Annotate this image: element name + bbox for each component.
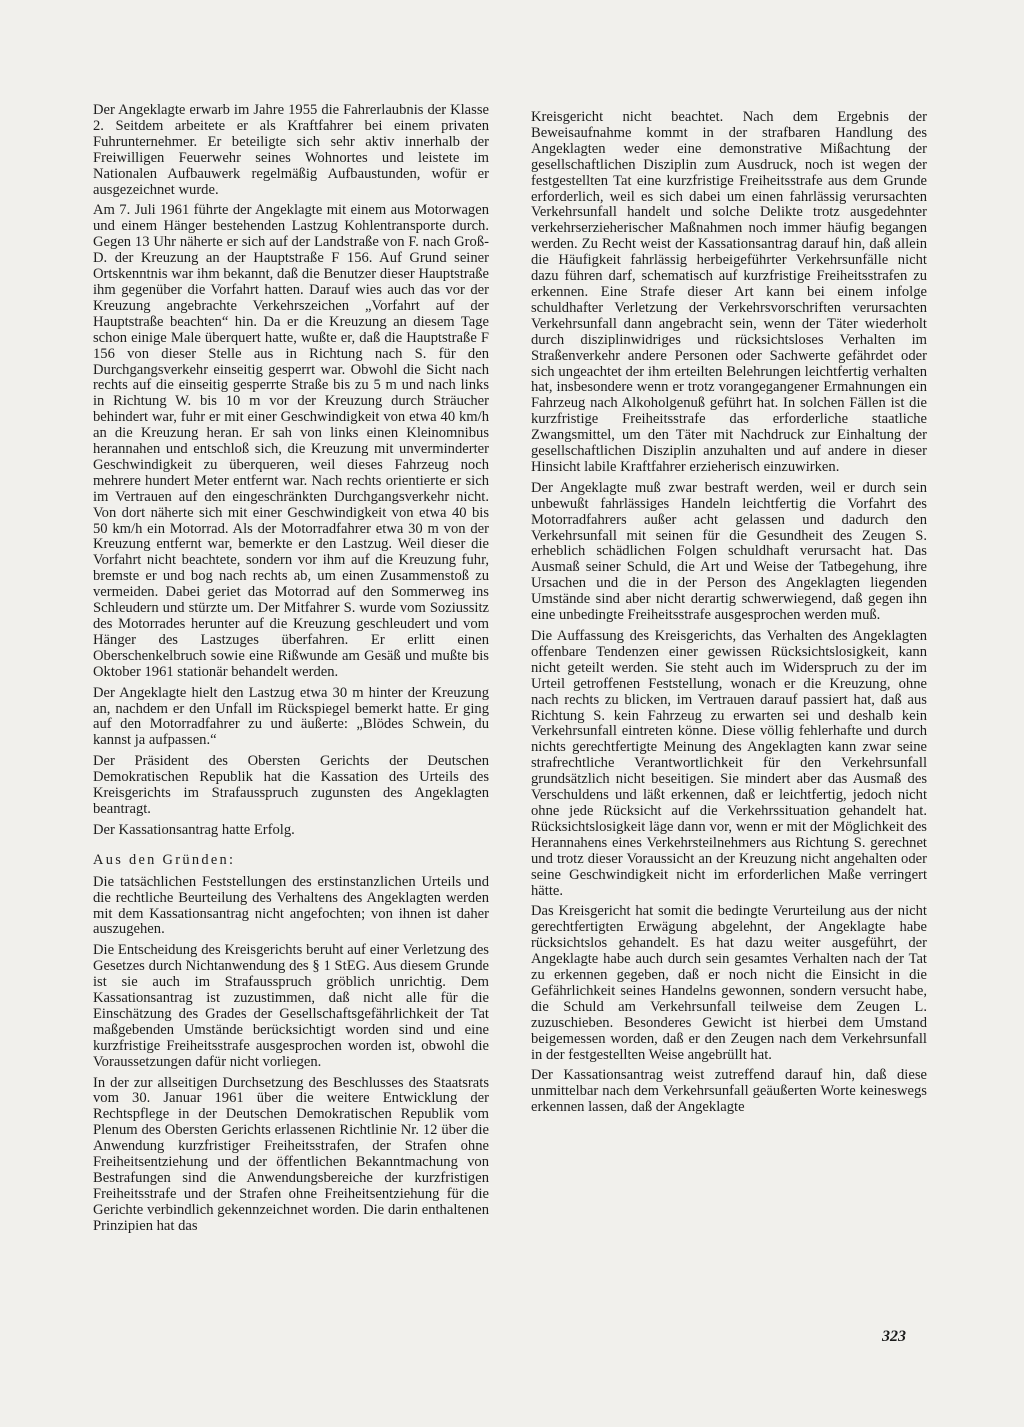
paragraph: Kreisgericht nicht beachtet. Nach dem Ergebnis der Beweisaufnahme kommt in der strafbaren Handlung des Angeklagten weder eine demonstrative Mißachtung der gesellschaftlichen Disziplin zum Ausdruck, noch ist wegen der festgestellten Tat eine kurzfristige Freiheitsstrafe aus dem Grunde erforderlich, weil es sich dabei um einen fahrlässig verursachten Verkehrsunfall handelt und solche Delikte trotz ausgedehnter verkehrserzieherischer Maßnahmen noch immer häufig begangen werden. Zu Recht weist der Kassationsantrag darauf hin, daß allein die Häufigkeit fahrlässig herbeigeführter Verkehrsunfälle nicht dazu führen darf, schematisch auf kurzfristige Freiheitsstrafen zu erkennen. Eine Strafe dieser Art kann bei einem infolge schuldhafter Verletzung der Verkehrsvorschriften verursachten Verkehrsunfall dann angebracht sein, wenn der Täter wiederholt durch disziplinwidriges und rücksichtsloses Verhalten im Straßenverkehr andere Personen oder Sachwerte gefährdet oder sich ungeachtet der ihm erteilten Belehrungen leichtfertig verhalten hat, insbesondere wenn er trotz vorangegangener Ermahnungen ein Fahrzeug nach Alkoholgenuß geführt hat. In solchen Fällen ist die kurzfristige Freiheitsstrafe das erforderliche staatliche Zwangsmittel, um den Täter mit Nachdruck zur Einhaltung der gesellschaftlichen Disziplin anzuhalten und auf andere in dieser Hinsicht labile Kraftfahrer erzieherisch einzuwirken. (531, 109, 927, 475)
paragraph: Der Angeklagte muß zwar bestraft werden, weil er durch sein unbewußt fahrlässiges Handeln leichtfertig die Vorfahrt des Motorradfahrers außer acht gelassen und dadurch den Verkehrsunfall mit seinen für die Gesundheit des Zeugen S. erheblich schädlichen Folgen schuldhaft verursacht hat. Das Ausmaß seiner Schuld, die Art und Weise der Tatbegehung, ihre Ursachen und die in der Person des Angeklagten liegenden Umstände sind aber nicht derartig schwerwiegend, daß gegen ihn eine unbedingte Freiheitsstrafe ausgesprochen werden muß. (531, 479, 927, 624)
right-column (531, 110, 927, 1121)
paragraph: Der Präsident des Obersten Gerichts der Deutschen Demokratischen Republik hat die Kassation des Urteils des Kreisgerichts im Strafausspruch zugunsten des Angeklagten beantragt. (93, 753, 489, 817)
paragraph: Das Kreisgericht hat somit die bedingte Verurteilung aus der nicht gerechtfertigten Erwägung abgelehnt, der Angeklagte habe rücksichtslos gehandelt. Es hat dazu weiter ausgeführt, der Angeklagte habe auch durch sein gesamtes Verhalten nach der Tat zu erkennen gegeben, daß er noch nicht die Einsicht in die Gefährlichkeit seines Handelns gewonnen, sondern versucht habe, die Schuld am Verkehrsunfall teilweise dem Zeugen L. zuzuschieben. Besonderes Gewicht ist hierbei dem Umstand beigemessen worden, daß er den Zeugen nach dem Verkehrsunfall in der festgestellten Weise angebrüllt hat. (531, 903, 927, 1063)
section-heading: Aus den Gründen: (93, 851, 236, 868)
paragraph: Die Auffassung des Kreisgerichts, das Verhalten des Angeklagten offenbare Tendenzen einer gewissen Rücksichtslosigkeit, kann nicht geteilt werden. Sie steht auch im Widerspruch zu der im Urteil getroffenen Feststellung, wonach er die Kreuzung, ohne nach rechts zu blicken, im Vertrauen darauf passiert hat, daß aus Richtung S. kein Fahrzeug zu erwarten sei und deshalb kein Verkehrsunfall eintreten könne. Diese völlig fehlerhafte und durch nichts gerechtfertigte Meinung des Angeklagten kann zwar seine strafrechtliche Verantwortlichkeit für den Verkehrsunfall grundsätzlich nicht beseitigen. Sie mindert aber das Ausmaß des Verschuldens und läßt erkennen, daß er leichtfertig, jedoch nicht ohne jede Rücksicht auf die Verkehrssituation gehandelt hat. Rücksichtslosigkeit läge dann vor, wenn er mit der Möglichkeit des Herannahens eines Verkehrsteilnehmers aus Richtung S. gerechnet und trotz dieser Voraussicht an der Kreuzung nicht angehalten oder seine Geschwindigkeit nicht im erforderlichen Maße verringert hätte. (531, 628, 927, 899)
paragraph: Die Entscheidung des Kreisgerichts beruht auf einer Verletzung des Gesetzes durch Nichtanwendung des § 1 StEG. Aus diesem Grunde ist sie auch im Strafausspruch gröblich unrichtig. Dem Kassationsantrag ist zuzustimmen, daß nicht alle für die Einschätzung des Grades der Gesellschaftsgefährlichkeit der Tat maßgebenden Umstände berücksichtigt worden sind und eine kurzfristige Freiheitsstrafe ausgesprochen worden ist, obwohl die Voraussetzungen dafür nicht vorliegen. (93, 942, 489, 1070)
paragraph: Die tatsächlichen Feststellungen des erstinstanzlichen Urteils und die rechtliche Beurteilung des Verhaltens des Angeklagten werden mit dem Kassationsantrag nicht angefochten; von ihnen ist daher auszugehen. (93, 873, 489, 938)
paragraph: Der Kassationsantrag weist zutreffend darauf hin, daß diese unmittelbar nach dem Verkehrsunfall geäußerten Worte keineswegs erkennen lassen, daß der Angeklagte (531, 1067, 927, 1116)
left-column (93, 103, 489, 1240)
page-number: 323 (882, 1328, 906, 1345)
paragraph: Am 7. Juli 1961 führte der Angeklagte mit einem aus Motorwagen und einem Hänger bestehenden Lastzug Kohlentransporte durch. Gegen 13 Uhr näherte er sich auf der Landstraße von F. nach Groß-D. der Kreuzung an der Hauptstraße F 156. Auf Grund seiner Ortskenntnis war ihm bekannt, daß die Benutzer dieser Hauptstraße ihm gegenüber die Vorfahrt hatten. Darauf wies auch das vor der Kreuzung angebrachte Verkehrszeichen „Vorfahrt auf der Hauptstraße beachten“ hin. Da er die Kreuzung an diesem Tage schon einige Male überquert hatte, wußte er, daß die Hauptstraße F 156 von dieser Stelle aus in Richtung nach S. für den Durchgangsverkehr einseitig gesperrt war. Obwohl die Sicht nach rechts auf die einseitig gesperrte Straße bis zu 5 m und nach links in Richtung W. bis 10 m vor der Kreuzung durch Sträucher behindert war, fuhr er mit einer Geschwindigkeit von etwa 40 km/h an die Kreuzung heran. Er sah von links einen Kleinomnibus herannahen und entschloß sich, die Kreuzung mit unverminderter Geschwindigkeit zu überqueren, weil dieses Fahrzeug noch mehrere hundert Meter entfernt war. Nach rechts orientierte er sich im Vertrauen auf den eingeschränkten Durchgangsverkehr nicht. Von dort näherte sich mit einer Geschwindigkeit von etwa 40 bis 50 km/h ein Motorrad. Als der Motorradfahrer etwa 30 m von der Kreuzung entfernt war, bemerkte er den Lastzug. Weil dieser die Vorfahrt nicht beachtete, sondern vor ihm auf die Kreuzung fuhr, bremste er und bog nach rechts ab, um einen Zusammenstoß zu vermeiden. Dabei geriet das Motorrad auf den Sommerweg ins Schleudern und stürzte um. Der Mitfahrer S. wurde vom Soziussitz des Motorrades herunter auf die Kreuzung geschleudert und vom Hänger des Lastzuges überfahren. Er erlitt einen Oberschenkelbruch sowie eine Rißwunde am Gesäß und mußte bis Oktober 1961 stationär behandelt werden. (93, 202, 489, 680)
paragraph: In der zur allseitigen Durchsetzung des Beschlusses des Staatsrats vom 30. Januar 1961 über die weitere Entwicklung der Rechtspflege in der Deutschen Demokratischen Republik vom Plenum des Obersten Gerichts erlassenen Richtlinie Nr. 12 über die Anwendung kurzfristiger Freiheitsstrafen, der Strafen ohne Freiheitsentziehung und der öffentlichen Bekanntmachung von Bestrafungen sind die Anwendungsbereiche der kurzfristigen Freiheitsstrafe und der Strafen ohne Freiheitsentziehung für die Gerichte verbindlich gekennzeichnet worden. Die darin enthaltenen Prinzipien hat das (93, 1074, 489, 1234)
paragraph: Der Angeklagte hielt den Lastzug etwa 30 m hinter der Kreuzung an, nachdem er den Unfall im Rückspiegel bemerkt hatte. Er ging auf den Motorradfahrer zu und äußerte: „Blödes Schwein, du kannst ja aufpassen.“ (93, 684, 489, 749)
paragraph: Der Kassationsantrag hatte Erfolg. (93, 821, 295, 838)
paragraph: Der Angeklagte erwarb im Jahre 1955 die Fahrerlaubnis der Klasse 2. Seitdem arbeitete er als Kraftfahrer bei einem privaten Fuhrunternehmer. Er beteiligte sich sehr aktiv innerhalb der Freiwilligen Feuerwehr seines Wohnortes und leistete im Nationalen Aufbauwerk regelmäßig Aufbaustunden, wofür er ausgezeichnet wurde. (93, 102, 489, 198)
